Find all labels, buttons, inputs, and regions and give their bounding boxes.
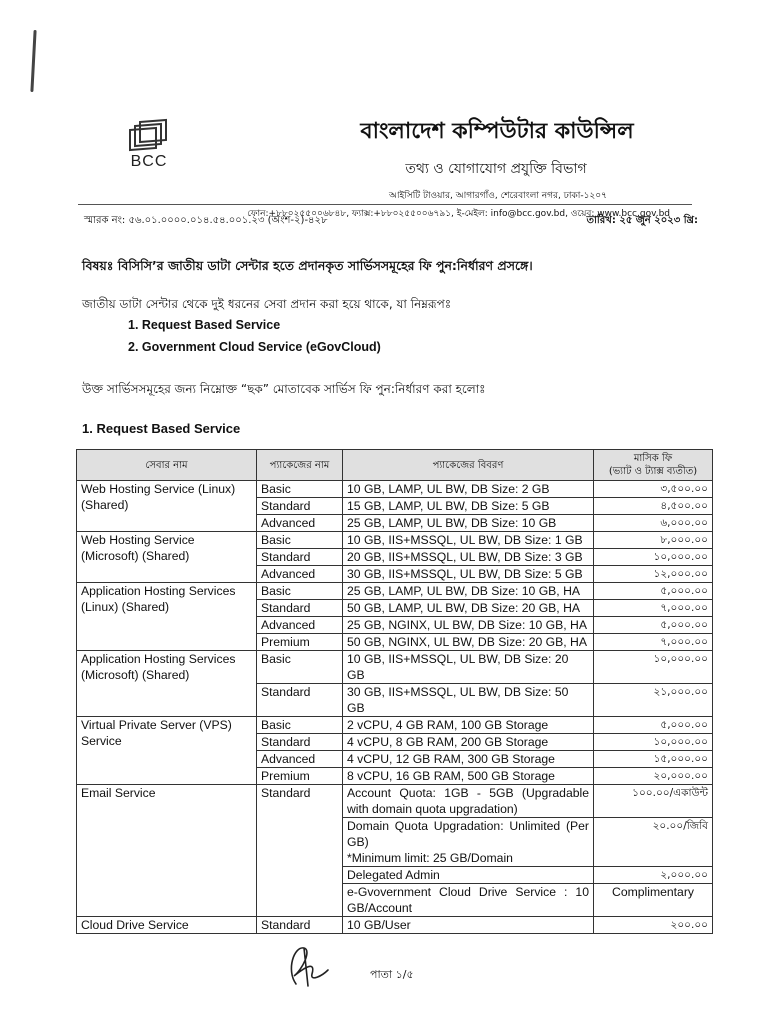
details-cell: 10 GB/User — [343, 917, 594, 934]
department: তথ্য ও যোগাযোগ প্রযুক্তি বিভাগ — [405, 161, 587, 177]
package-cell: Standard — [257, 734, 343, 751]
service-list — [128, 318, 381, 362]
fee-cell: ১০,০০০.০০ — [594, 549, 713, 566]
address: আইসিটি টাওয়ার, আগারগাঁও, শেরেবাংলা নগর, ঢাকা-১২০৭ — [389, 191, 607, 201]
package-cell: Standard — [257, 549, 343, 566]
package-cell: Basic — [257, 651, 343, 684]
fee-header-note: (ভ্যাট ও ট্যাক্স ব্যতীত) — [608, 466, 698, 477]
table-row — [77, 785, 713, 818]
package-cell: Basic — [257, 481, 343, 498]
details-cell: 25 GB, NGINX, UL BW, DB Size: 10 GB, HA — [343, 617, 594, 634]
logo-text: BCC — [130, 153, 168, 170]
fee-cell: ৫,০০০.০০ — [594, 617, 713, 634]
details-cell: 15 GB, LAMP, UL BW, DB Size: 5 GB — [343, 498, 594, 515]
table-row — [77, 717, 713, 734]
col-header-package: প্যাকেজের নাম — [257, 450, 343, 481]
col-header-details: প্যাকেজের বিবরণ — [343, 450, 594, 481]
letter-date: তারিখ: ২৫ জুন ২০২৩ খ্রি: — [586, 215, 698, 226]
package-cell: Advanced — [257, 751, 343, 768]
contact-line: ফোন:+৮৮০২৫৫০০৬৮৪৮, ফ্যাক্স:+৮৮০২৫৫০০৬৭৯১, ই-মেইল: info@bcc.gov.bd, ওয়েব: www.bcc.gov.bd — [247, 209, 670, 219]
table-row — [77, 481, 713, 498]
memo-number: স্মারক নং: ৫৬.০১.০০০০.০১৪.৫৪.০০১.২৩ (অংশ-২)-৪২৮ — [84, 215, 328, 226]
service-list-item: 2. Government Cloud Service (eGovCloud) — [128, 340, 381, 354]
package-cell: Advanced — [257, 617, 343, 634]
fee-intro: উক্ত সার্ভিসসমূহের জন্য নিম্নোক্ত “ছক” মোতাবেক সার্ভিস ফি পুন:নির্ধারণ করা হলোঃ — [82, 382, 486, 396]
service-name-cell: Virtual Private Server (VPS) Service — [77, 717, 257, 785]
pen-mark — [30, 30, 36, 92]
details-text: Domain Quota Upgradation: Unlimited (Per GB) — [347, 819, 589, 849]
package-cell: Advanced — [257, 566, 343, 583]
details-cell: e-Gvovernment Cloud Drive Service : 10 GB/Account — [343, 884, 594, 917]
col-header-fee — [594, 450, 713, 481]
details-cell: 25 GB, LAMP, UL BW, DB Size: 10 GB — [343, 515, 594, 532]
fee-cell: ১৫,০০০.০০ — [594, 751, 713, 768]
details-note: *Minimum limit: 25 GB/Domain — [347, 851, 513, 865]
service-name-cell: Application Hosting Services (Linux) (Shared) — [77, 583, 257, 651]
service-list-item: 1. Request Based Service — [128, 318, 281, 332]
details-cell: 2 vCPU, 4 GB RAM, 100 GB Storage — [343, 717, 594, 734]
fee-cell: ৫,০০০.০০ — [594, 583, 713, 600]
fee-cell: ১২,০০০.০০ — [594, 566, 713, 583]
org-name: বাংলাদেশ কম্পিউটার কাউন্সিল — [360, 119, 634, 144]
details-cell — [343, 818, 594, 867]
fee-cell: ৮,০০০.০০ — [594, 532, 713, 549]
service-name-cell: Email Service — [77, 785, 257, 917]
fee-cell: ২,০০০.০০ — [594, 867, 713, 884]
details-cell: 10 GB, LAMP, UL BW, DB Size: 2 GB — [343, 481, 594, 498]
service-name-cell: Web Hosting Service (Microsoft) (Shared) — [77, 532, 257, 583]
fee-cell: ২০০.০০ — [594, 917, 713, 934]
package-cell: Advanced — [257, 515, 343, 532]
fee-cell: ২০.০০/জিবি — [594, 818, 713, 867]
fee-cell: ১০,০০০.০০ — [594, 651, 713, 684]
table-row — [77, 651, 713, 684]
details-cell: Delegated Admin — [343, 867, 594, 884]
fee-table — [76, 449, 713, 934]
details-cell: 10 GB, IIS+MSSQL, UL BW, DB Size: 1 GB — [343, 532, 594, 549]
details-cell: 8 vCPU, 16 GB RAM, 500 GB Storage — [343, 768, 594, 785]
details-cell: Account Quota: 1GB - 5GB (Upgradable with domain quota upgradation) — [343, 785, 594, 818]
package-cell: Basic — [257, 717, 343, 734]
details-cell: 30 GB, IIS+MSSQL, UL BW, DB Size: 50 GB — [343, 684, 594, 717]
fee-cell: ৫,০০০.০০ — [594, 717, 713, 734]
service-name-cell: Cloud Drive Service — [77, 917, 257, 934]
package-cell: Standard — [257, 600, 343, 617]
bcc-logo — [118, 118, 180, 171]
details-cell: 4 vCPU, 8 GB RAM, 200 GB Storage — [343, 734, 594, 751]
details-cell: 50 GB, NGINX, UL BW, DB Size: 20 GB, HA — [343, 634, 594, 651]
details-cell: 20 GB, IIS+MSSQL, UL BW, DB Size: 3 GB — [343, 549, 594, 566]
package-cell: Standard — [257, 684, 343, 717]
section-title: 1. Request Based Service — [82, 421, 241, 436]
fee-cell: ৭,০০০.০০ — [594, 600, 713, 617]
package-cell: Premium — [257, 634, 343, 651]
page-number: পাতা ১/৫ — [370, 968, 414, 981]
table-header-row — [77, 450, 713, 481]
package-cell: Basic — [257, 583, 343, 600]
signature — [282, 940, 334, 994]
fee-cell: ১০০.০০/একাউন্ট — [594, 785, 713, 818]
details-cell: 10 GB, IIS+MSSQL, UL BW, DB Size: 20 GB — [343, 651, 594, 684]
package-cell: Standard — [257, 917, 343, 934]
details-cell: 30 GB, IIS+MSSQL, UL BW, DB Size: 5 GB — [343, 566, 594, 583]
table-row — [77, 583, 713, 600]
col-header-service: সেবার নাম — [77, 450, 257, 481]
computer-monitor-icon — [126, 118, 172, 152]
intro-paragraph: জাতীয় ডাটা সেন্টার থেকে দুই ধরনের সেবা প্রদান করা হয়ে থাকে, যা নিম্নরূপঃ — [82, 297, 452, 311]
details-cell: 4 vCPU, 12 GB RAM, 300 GB Storage — [343, 751, 594, 768]
package-cell: Basic — [257, 532, 343, 549]
table-row — [77, 532, 713, 549]
fee-cell: ৭,০০০.০০ — [594, 634, 713, 651]
fee-cell: ৩,৫০০.০০ — [594, 481, 713, 498]
fee-cell: ৪,৫০০.০০ — [594, 498, 713, 515]
subject-line: বিষয়ঃ বিসিসি’র জাতীয় ডাটা সেন্টার হতে প্রদানকৃত সার্ভিসসমূহের ফি পুন:নির্ধারণ প্রসঙ্গে। — [82, 258, 533, 273]
fee-cell: ২১,০০০.০০ — [594, 684, 713, 717]
service-name-cell: Application Hosting Services (Microsoft) (Shared) — [77, 651, 257, 717]
fee-header-line: মাসিক ফি — [633, 453, 673, 464]
fee-cell: ২০,০০০.০০ — [594, 768, 713, 785]
package-cell: Premium — [257, 768, 343, 785]
fee-cell: ৬,০০০.০০ — [594, 515, 713, 532]
header-divider — [78, 204, 692, 205]
fee-cell: Complimentary — [594, 884, 713, 917]
fee-cell: ১০,০০০.০০ — [594, 734, 713, 751]
service-name-cell: Web Hosting Service (Linux) (Shared) — [77, 481, 257, 532]
table-row — [77, 917, 713, 934]
package-cell: Standard — [257, 498, 343, 515]
package-cell: Standard — [257, 785, 343, 917]
details-cell: 50 GB, LAMP, UL BW, DB Size: 20 GB, HA — [343, 600, 594, 617]
details-cell: 25 GB, LAMP, UL BW, DB Size: 10 GB, HA — [343, 583, 594, 600]
